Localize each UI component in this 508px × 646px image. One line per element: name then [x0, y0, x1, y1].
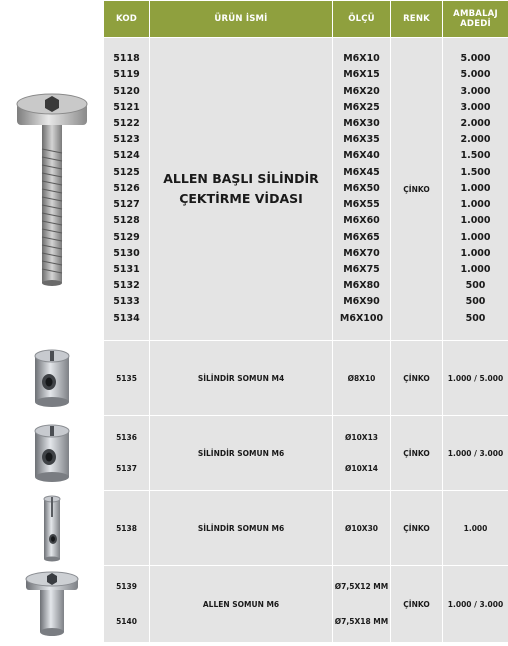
table-row	[1, 416, 508, 491]
olcu-cell	[333, 416, 391, 491]
ambalaj-cell: 1.000	[443, 491, 508, 566]
code-item: 5121	[113, 101, 140, 113]
kod-cell: 5135	[104, 341, 150, 416]
kod-cell	[104, 566, 150, 643]
table-row	[1, 38, 508, 341]
size-item: M6X30	[343, 118, 380, 130]
size-list	[333, 51, 390, 326]
qty-item: 1.000	[460, 247, 491, 259]
code-item: 5132	[113, 280, 140, 292]
product-image-cell	[1, 341, 104, 416]
code-item: 5129	[113, 231, 140, 243]
product-image-cell	[1, 416, 104, 491]
qty-item: 5.000	[460, 53, 491, 65]
code-item: 5124	[113, 150, 140, 162]
olcu-cell: Ø8X10	[333, 341, 391, 416]
olcu-cell	[333, 566, 391, 643]
size-item: M6X10	[343, 53, 380, 65]
qty-item: 2.000	[460, 134, 491, 146]
qty-item: 1.500	[460, 150, 491, 162]
code-list	[104, 51, 149, 326]
ambalaj-cell: 1.000 / 3.000	[443, 566, 508, 643]
qty-item: 5.000	[460, 69, 491, 81]
product-image-cell	[1, 491, 104, 566]
qty-item: 500	[465, 280, 486, 292]
size-item: Ø7,5X18 MM	[334, 617, 389, 626]
qty-item: 3.000	[460, 101, 491, 113]
qty-item: 500	[465, 296, 486, 308]
code-item: 5120	[113, 85, 140, 97]
cross-dowel-short-icon	[27, 346, 77, 410]
allen-nut-icon	[22, 570, 82, 638]
code-item: 5134	[113, 312, 140, 324]
size-item: M6X50	[343, 182, 380, 194]
size-item: M6X100	[339, 312, 384, 324]
size-item: M6X90	[343, 296, 380, 308]
size-item: M6X65	[343, 231, 380, 243]
code-item: 5136	[116, 433, 137, 442]
ambalaj-cell: 1.000 / 3.000	[443, 416, 508, 491]
product-name-cell: SİLİNDİR SOMUN M4	[150, 341, 333, 416]
ambalaj-header-line2: ADEDİ	[460, 19, 491, 29]
image-column-header	[1, 1, 104, 38]
code-item: 5130	[113, 247, 140, 259]
product-name-cell: SİLİNDİR SOMUN M6	[150, 416, 333, 491]
qty-item: 1.000	[460, 231, 491, 243]
renk-cell: ÇİNKO	[391, 416, 443, 491]
qty-item: 1.000	[460, 199, 491, 211]
cross-dowel-long-icon	[32, 493, 72, 563]
kod-cell	[104, 416, 150, 491]
ambalaj-column-header	[443, 1, 508, 38]
code-item: 5125	[113, 166, 140, 178]
size-item: M6X70	[343, 247, 380, 259]
table-header-row	[1, 1, 508, 38]
size-item: Ø7,5X12 MM	[334, 582, 389, 591]
product-image-cell	[1, 38, 104, 341]
qty-item: 3.000	[460, 85, 491, 97]
kod-column-header: KOD	[104, 1, 150, 38]
qty-item: 1.000	[460, 263, 491, 275]
qty-item: 1.000	[460, 182, 491, 194]
size-item: M6X35	[343, 134, 380, 146]
table-row	[1, 566, 508, 643]
product-name-line2: ÇEKTİRME VİDASI	[179, 191, 303, 206]
product-name-cell: SİLİNDİR SOMUN M6	[150, 491, 333, 566]
product-name-line1: ALLEN BAŞLI SİLİNDİR	[163, 171, 319, 186]
code-item: 5128	[113, 215, 140, 227]
renk-column-header: RENK	[391, 1, 443, 38]
size-item: M6X45	[343, 166, 380, 178]
code-item: 5133	[113, 296, 140, 308]
code-item: 5123	[113, 134, 140, 146]
qty-item: 2.000	[460, 118, 491, 130]
long-bolt-icon	[12, 89, 92, 289]
qty-item: 1.500	[460, 166, 491, 178]
olcu-cell: Ø10X30	[333, 491, 391, 566]
urun-ismi-column-header: ÜRÜN İSMİ	[150, 1, 333, 38]
code-item: 5126	[113, 182, 140, 194]
renk-cell: ÇİNKO	[391, 566, 443, 643]
qty-item: 500	[465, 312, 486, 324]
renk-cell: ÇİNKO	[391, 341, 443, 416]
size-item: M6X40	[343, 150, 380, 162]
size-item: M6X20	[343, 85, 380, 97]
size-item: M6X80	[343, 280, 380, 292]
table-row	[1, 341, 508, 416]
code-item: 5140	[116, 617, 137, 626]
ambalaj-cell: 1.000 / 5.000	[443, 341, 508, 416]
renk-cell: ÇİNKO	[391, 491, 443, 566]
code-item: 5127	[113, 199, 140, 211]
size-item: M6X15	[343, 69, 380, 81]
kod-cell	[104, 38, 150, 341]
code-item: 5122	[113, 118, 140, 130]
code-item: 5139	[116, 582, 137, 591]
code-item: 5137	[116, 464, 137, 473]
olcu-cell	[333, 38, 391, 341]
table-row	[1, 491, 508, 566]
code-item: 5119	[113, 69, 140, 81]
cross-dowel-medium-icon	[27, 421, 77, 485]
size-item: M6X60	[343, 215, 380, 227]
size-item: M6X55	[343, 199, 380, 211]
size-item: Ø10X13	[344, 433, 379, 442]
product-name-cell	[150, 38, 333, 341]
ambalaj-header-line1: AMBALAJ	[453, 9, 498, 19]
kod-cell: 5138	[104, 491, 150, 566]
qty-list	[443, 51, 508, 326]
size-item: M6X25	[343, 101, 380, 113]
renk-cell: ÇİNKO	[391, 38, 443, 341]
size-item: M6X75	[343, 263, 380, 275]
qty-item: 1.000	[460, 215, 491, 227]
size-item: Ø10X14	[344, 464, 379, 473]
ambalaj-cell	[443, 38, 508, 341]
product-name-cell: ALLEN SOMUN M6	[150, 566, 333, 643]
code-item: 5131	[113, 263, 140, 275]
code-item: 5118	[113, 53, 140, 65]
olcu-column-header: ÖLÇÜ	[333, 1, 391, 38]
product-image-cell	[1, 566, 104, 643]
